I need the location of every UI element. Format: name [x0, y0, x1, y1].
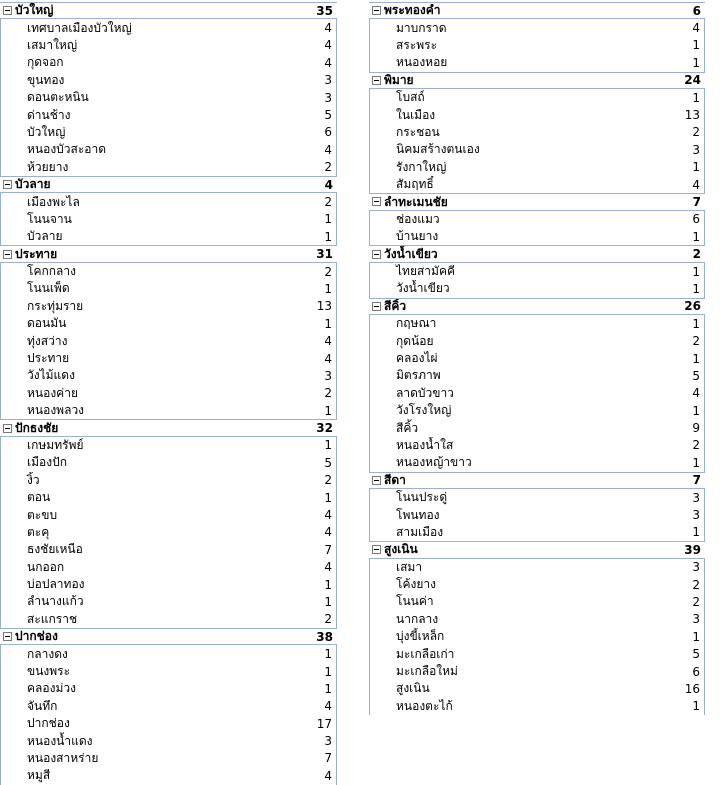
item-name: กุดน้อย [396, 333, 434, 348]
item-name: สัมฤทธิ์ [396, 177, 434, 192]
item-name: สูงเนิน [396, 681, 430, 696]
item-name: หนองหอย [396, 55, 448, 70]
item-value: 4 [324, 55, 332, 70]
item-value: 2 [692, 438, 700, 453]
item-value: 4 [324, 768, 332, 783]
item-name: กระทุ่มราย [27, 298, 84, 313]
item-value: 4 [692, 177, 700, 192]
group-name: สีคิ้ว [384, 298, 407, 313]
collapse-toggle-icon[interactable] [372, 250, 381, 259]
item-name: บ้านยาง [396, 229, 439, 244]
item-value: 4 [324, 525, 332, 540]
item-value: 1 [324, 438, 332, 453]
item-row [369, 524, 705, 541]
item-name: กุดจอก [27, 55, 64, 70]
item-value: 1 [692, 229, 700, 244]
item-row [0, 593, 337, 610]
item-value: 1 [324, 316, 332, 331]
item-row [369, 315, 705, 332]
item-value: 5 [692, 368, 700, 383]
item-value: 1 [324, 212, 332, 227]
item-value: 13 [316, 299, 332, 314]
item-value: 4 [324, 38, 332, 53]
item-row [0, 767, 337, 784]
item-value: 1 [692, 160, 700, 175]
item-value: 4 [692, 21, 700, 36]
item-value: 2 [324, 473, 332, 488]
item-name: กฤษณา [396, 316, 437, 331]
group-total: 39 [684, 542, 701, 557]
group-row [0, 419, 337, 436]
item-value: 3 [692, 508, 700, 523]
group-row [0, 628, 337, 645]
item-value: 6 [692, 212, 700, 227]
item-value: 2 [692, 334, 700, 349]
item-name: จันทึก [27, 698, 58, 713]
item-name: คลองม่วง [27, 681, 76, 696]
group-total: 2 [692, 247, 701, 262]
group-row [369, 193, 705, 210]
item-row [0, 332, 337, 349]
group-row [369, 245, 705, 262]
item-value: 4 [324, 21, 332, 36]
item-value: 1 [692, 699, 700, 714]
item-name: เสมา [396, 559, 423, 574]
item-row [0, 750, 337, 767]
item-name: นิคมสร้างตนเอง [396, 142, 480, 157]
group-total: 32 [316, 421, 333, 436]
group-row [0, 176, 337, 193]
item-name: โนนเพ็ด [27, 281, 70, 296]
item-value: 3 [692, 142, 700, 157]
group-row [369, 298, 705, 315]
group-row [369, 72, 705, 89]
item-name: โคกกลาง [27, 264, 76, 279]
item-name: บัวลาย [27, 229, 63, 244]
item-name: ตะขบ [27, 507, 58, 522]
pivot-column-left [0, 2, 337, 785]
item-value: 1 [324, 594, 332, 609]
pivot-column-right [369, 2, 705, 715]
item-name: หนองน้ำใส [396, 437, 454, 452]
item-row [0, 663, 337, 680]
item-name: หนองค่าย [27, 385, 78, 400]
collapse-toggle-icon[interactable] [3, 250, 12, 259]
item-name: สามเมือง [396, 524, 444, 539]
item-row [0, 541, 337, 558]
item-name: มะเกลือใหม่ [396, 664, 458, 679]
item-value: 1 [324, 577, 332, 592]
item-name: รังกาใหญ่ [396, 159, 447, 174]
item-row [0, 402, 337, 419]
item-value: 3 [692, 560, 700, 575]
item-row [369, 263, 705, 280]
item-name: วังไม้แดง [27, 368, 75, 383]
item-row [369, 628, 705, 645]
item-row [0, 524, 337, 541]
item-value: 1 [692, 90, 700, 105]
item-value: 1 [692, 316, 700, 331]
item-row [369, 489, 705, 506]
item-value: 2 [692, 594, 700, 609]
item-name: ดอนตะหนิน [27, 90, 89, 105]
item-row [369, 419, 705, 436]
item-row [0, 124, 337, 141]
group-row [369, 472, 705, 489]
item-value: 9 [692, 421, 700, 436]
item-name: เกษมทรัพย์ [27, 437, 84, 452]
item-row [0, 698, 337, 715]
group-name: พิมาย [384, 72, 414, 87]
item-name: หนองตะไก้ [396, 698, 453, 713]
item-value: 1 [692, 351, 700, 366]
group-name: ลำทะเมนชัย [384, 194, 448, 209]
group-row [0, 245, 337, 262]
item-row [369, 506, 705, 523]
item-row [369, 559, 705, 576]
group-total: 4 [324, 177, 333, 192]
collapse-toggle-icon[interactable] [372, 6, 381, 15]
group-total: 7 [692, 194, 701, 209]
item-name: สระพระ [396, 37, 438, 52]
item-name: นากลาง [396, 611, 439, 626]
item-name: มาบกราด [396, 20, 447, 35]
item-row [369, 350, 705, 367]
item-value: 1 [692, 264, 700, 279]
collapse-toggle-icon[interactable] [372, 76, 381, 85]
item-row [369, 332, 705, 349]
item-value: 2 [324, 264, 332, 279]
item-value: 2 [692, 577, 700, 592]
group-total: 6 [692, 3, 701, 18]
item-name: งิ้ว [27, 472, 40, 487]
item-row [0, 454, 337, 471]
item-value: 3 [692, 490, 700, 505]
group-name: สีดา [384, 472, 406, 487]
item-row [369, 611, 705, 628]
item-row [0, 89, 337, 106]
group-total: 24 [684, 73, 701, 88]
item-row [369, 402, 705, 419]
item-row [369, 124, 705, 141]
item-value: 1 [692, 281, 700, 296]
item-value: 2 [324, 386, 332, 401]
group-row [369, 541, 705, 558]
item-value: 1 [692, 629, 700, 644]
item-row [0, 350, 337, 367]
group-name: บัวลาย [15, 177, 51, 192]
item-value: 4 [324, 351, 332, 366]
item-name: โบสถ์ [396, 90, 425, 105]
item-value: 2 [324, 612, 332, 627]
item-name: หมูสี [27, 768, 51, 783]
item-row [369, 211, 705, 228]
item-name: โนนจาน [27, 211, 72, 226]
item-name: ช่องแมว [396, 211, 440, 226]
item-row [369, 385, 705, 402]
item-value: 1 [692, 55, 700, 70]
item-value: 1 [324, 681, 332, 696]
item-row [0, 37, 337, 54]
item-value: 1 [324, 403, 332, 418]
item-value: 1 [324, 664, 332, 679]
item-value: 16 [684, 681, 700, 696]
item-name: ลาดบัวขาว [396, 385, 454, 400]
group-name: ปากช่อง [15, 629, 58, 644]
item-value: 13 [684, 108, 700, 123]
item-value: 4 [324, 699, 332, 714]
item-row [0, 193, 337, 210]
group-name: ปักธงชัย [15, 420, 59, 435]
item-name: โค้งยาง [396, 577, 436, 592]
item-name: ไทยสามัคคี [396, 264, 456, 279]
item-name: ห้วยยาง [27, 159, 69, 174]
item-row [0, 367, 337, 384]
item-row [369, 141, 705, 158]
item-row [369, 663, 705, 680]
item-row [0, 437, 337, 454]
item-row [0, 645, 337, 662]
item-row [369, 54, 705, 71]
item-name: วังน้ำเขียว [396, 281, 450, 296]
item-row [369, 454, 705, 471]
item-name: ดอนมัน [27, 316, 67, 331]
item-name: ตะคุ [27, 524, 50, 539]
item-value: 3 [692, 612, 700, 627]
collapse-toggle-icon[interactable] [3, 424, 12, 433]
item-row [369, 159, 705, 176]
group-name: ประทาย [15, 246, 58, 261]
item-name: มิตรภาพ [396, 368, 441, 383]
item-name: โนนค่า [396, 594, 434, 609]
item-name: ในเมือง [396, 107, 436, 122]
group-total: 38 [316, 629, 333, 644]
item-row [369, 37, 705, 54]
group-name: บัวใหญ่ [15, 3, 54, 18]
item-row [0, 680, 337, 697]
item-value: 1 [324, 229, 332, 244]
group-total: 26 [684, 299, 701, 314]
collapse-toggle-icon[interactable] [3, 632, 12, 641]
item-row [369, 89, 705, 106]
item-name: เสมาใหญ่ [27, 37, 78, 52]
collapse-toggle-icon[interactable] [3, 6, 12, 15]
item-name: บุ่งขี้เหล็ก [396, 629, 445, 644]
item-name: หนองสาหร่าย [27, 751, 99, 765]
item-row [0, 385, 337, 402]
item-row [0, 141, 337, 158]
item-name: หนองน้ำแดง [27, 733, 93, 748]
item-name: โนนประดู่ [396, 490, 448, 505]
item-row [369, 228, 705, 245]
item-row [0, 576, 337, 593]
item-value: 4 [324, 142, 332, 157]
group-name: วังน้ำเขียว [384, 246, 438, 261]
item-row [0, 298, 337, 315]
collapse-toggle-icon[interactable] [372, 545, 381, 554]
group-name: พระทองคำ [384, 3, 441, 18]
item-name: คลองไผ่ [396, 351, 438, 366]
item-name: บัวใหญ่ [27, 124, 66, 139]
item-row [0, 211, 337, 228]
group-row [0, 2, 337, 19]
item-name: ประทาย [27, 351, 70, 366]
collapse-toggle-icon[interactable] [372, 302, 381, 311]
item-value: 3 [324, 73, 332, 88]
item-value: 17 [316, 716, 332, 731]
item-row [0, 611, 337, 628]
group-row [369, 2, 705, 19]
item-value: 2 [324, 160, 332, 175]
item-value: 6 [324, 125, 332, 140]
item-row [0, 106, 337, 123]
item-name: บ่อปลาทอง [27, 577, 85, 592]
item-name: สีคิ้ว [396, 420, 419, 435]
item-name: ขุนทอง [27, 72, 65, 87]
item-value: 1 [692, 38, 700, 53]
item-row [369, 437, 705, 454]
item-value: 5 [324, 455, 332, 470]
item-value: 1 [324, 647, 332, 662]
group-total: 31 [316, 247, 333, 262]
item-row [0, 54, 337, 71]
item-name: กระชอน [396, 124, 440, 139]
item-row [369, 106, 705, 123]
item-row [369, 367, 705, 384]
collapse-toggle-icon[interactable] [372, 197, 381, 206]
item-name: ตอน [27, 490, 51, 505]
item-value: 2 [692, 125, 700, 140]
item-row [0, 715, 337, 732]
item-value: 4 [692, 386, 700, 401]
item-row [0, 315, 337, 332]
item-value: 1 [692, 403, 700, 418]
item-row [0, 72, 337, 89]
item-row [0, 19, 337, 36]
group-name: สูงเนิน [384, 542, 418, 557]
item-row [369, 680, 705, 697]
item-row [0, 506, 337, 523]
item-value: 5 [324, 108, 332, 123]
item-row [0, 228, 337, 245]
item-row [369, 698, 705, 715]
item-name: หนองพลวง [27, 403, 85, 418]
item-name: กลางดง [27, 646, 68, 661]
item-name: ขนงพระ [27, 664, 71, 679]
item-value: 2 [324, 194, 332, 209]
item-row [0, 559, 337, 576]
item-row [369, 19, 705, 36]
item-value: 7 [324, 542, 332, 557]
item-row [0, 159, 337, 176]
item-name: สะแกราช [27, 611, 78, 626]
collapse-toggle-icon[interactable] [372, 476, 381, 485]
item-name: ธงชัยเหนือ [27, 542, 83, 557]
item-name: นกออก [27, 559, 65, 574]
item-name: ปากช่อง [27, 716, 70, 731]
item-value: 3 [324, 734, 332, 749]
item-name: โพนทอง [396, 507, 440, 522]
item-row [0, 732, 337, 749]
item-row [0, 280, 337, 297]
item-value: 4 [324, 560, 332, 575]
item-row [369, 593, 705, 610]
item-row [0, 472, 337, 489]
item-name: ลำนางแก้ว [27, 594, 84, 609]
group-total: 35 [316, 3, 333, 18]
item-row [0, 263, 337, 280]
item-value: 5 [692, 647, 700, 662]
item-name: เมืองพะไล [27, 194, 80, 209]
item-value: 1 [324, 281, 332, 296]
item-name: มะเกลือเก่า [396, 646, 455, 661]
item-value: 3 [324, 368, 332, 383]
item-value: 1 [692, 525, 700, 540]
item-row [369, 576, 705, 593]
item-value: 6 [692, 664, 700, 679]
item-row [369, 280, 705, 297]
item-value: 4 [324, 508, 332, 523]
item-value: 1 [324, 490, 332, 505]
item-name: หนองหญ้าขาว [396, 455, 472, 470]
item-value: 1 [692, 455, 700, 470]
item-value: 7 [324, 751, 332, 766]
item-name: หนองบัวสะอาด [27, 142, 107, 157]
item-row [369, 645, 705, 662]
item-name: เทศบาลเมืองบัวใหญ่ [27, 20, 132, 35]
item-name: ด่านช้าง [27, 107, 71, 122]
item-value: 4 [324, 334, 332, 349]
item-row [369, 176, 705, 193]
item-name: ทุ่งสว่าง [27, 333, 68, 348]
item-name: วังโรงใหญ่ [396, 403, 452, 418]
item-value: 3 [324, 90, 332, 105]
item-row [0, 489, 337, 506]
collapse-toggle-icon[interactable] [3, 180, 12, 189]
group-total: 7 [692, 473, 701, 488]
item-name: เมืองปัก [27, 455, 67, 470]
